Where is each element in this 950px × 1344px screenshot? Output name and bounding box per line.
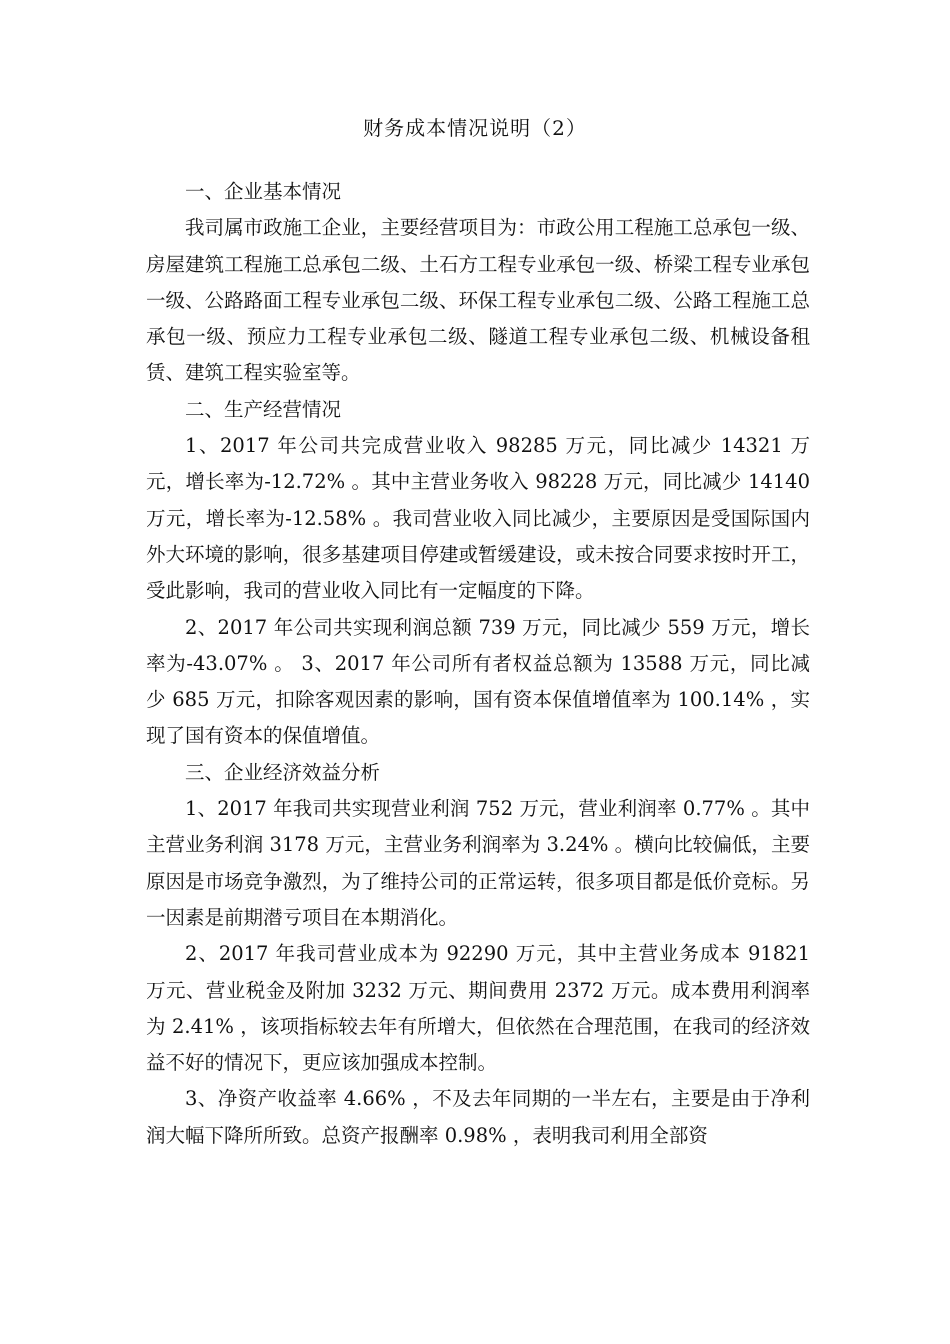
- paragraph-revenue: 1、2017 年公司共完成营业收入 98285 万元，同比减少 14321 万元，增长率为-12.72% 。其中主营业务收入 98228 万元，同比减少 14140 万元，增长率为-12.58% 。我司营业收入同比减少，主要原因是受国际国内外大环境的影响，很多基建项目停建或暂缓建设，或未按合同要求按时开工，受此影响，我司的营业收入同比有一定幅度的下降。: [146, 434, 810, 603]
- paragraph-business-scope: 我司属市政施工企业，主要经营项目为：市政公用工程施工总承包一级、房屋建筑工程施工总承包二级、土石方工程专业承包一级、桥梁工程专业承包一级、公路路面工程专业承包二级、环保工程专业承包二级、公路工程施工总承包一级、预应力工程专业承包二级、隧道工程专业承包二级、机械设备租赁、建筑工程实验室等。: [146, 216, 810, 385]
- section-heading-operations: 二、生产经营情况: [185, 397, 342, 421]
- document-title: 财务成本情况说明（2）: [363, 116, 587, 140]
- section-heading-basic-info: 一、企业基本情况: [185, 180, 342, 203]
- paragraph-profit-equity: 2、2017 年公司共实现利润总额 739 万元，同比减少 559 万元，增长率为-43.07% 。 3、2017 年公司所有者权益总额为 13588 万元，同比减少 685 万元，扣除客观因素的影响，国有资本保值增值率为 100.14% ，实现了国有资本的保值增值。: [146, 615, 810, 748]
- section-heading-economic-analysis: 三、企业经济效益分析: [185, 760, 381, 784]
- paragraph-operating-cost: 2、2017 年我司营业成本为 92290 万元，其中主营业务成本 91821 万元、营业税金及附加 3232 万元、期间费用 2372 万元。成本费用利润率为 2.41% ，该项指标较去年有所增大，但依然在合理范围，在我司的经济效益不好的情况下，更应该加强成本控制。: [146, 942, 810, 1075]
- document-body: [146, 174, 810, 1154]
- paragraph-return-on-equity: 3、净资产收益率 4.66% ，不及去年同期的一半左右，主要是由于净利润大幅下降所所致。总资产报酬率 0.98% ，表明我司利用全部资: [146, 1087, 810, 1147]
- paragraph-operating-profit: 1、2017 年我司共实现营业利润 752 万元，营业利润率 0.77% 。其中主营业务利润 3178 万元，主营业务利润率为 3.24% 。横向比较偏低，主要原因是市场竞争激烈，为了维持公司的正常运转，很多项目都是低价竞标。另一因素是前期潜亏项目在本期消化。: [146, 797, 810, 929]
